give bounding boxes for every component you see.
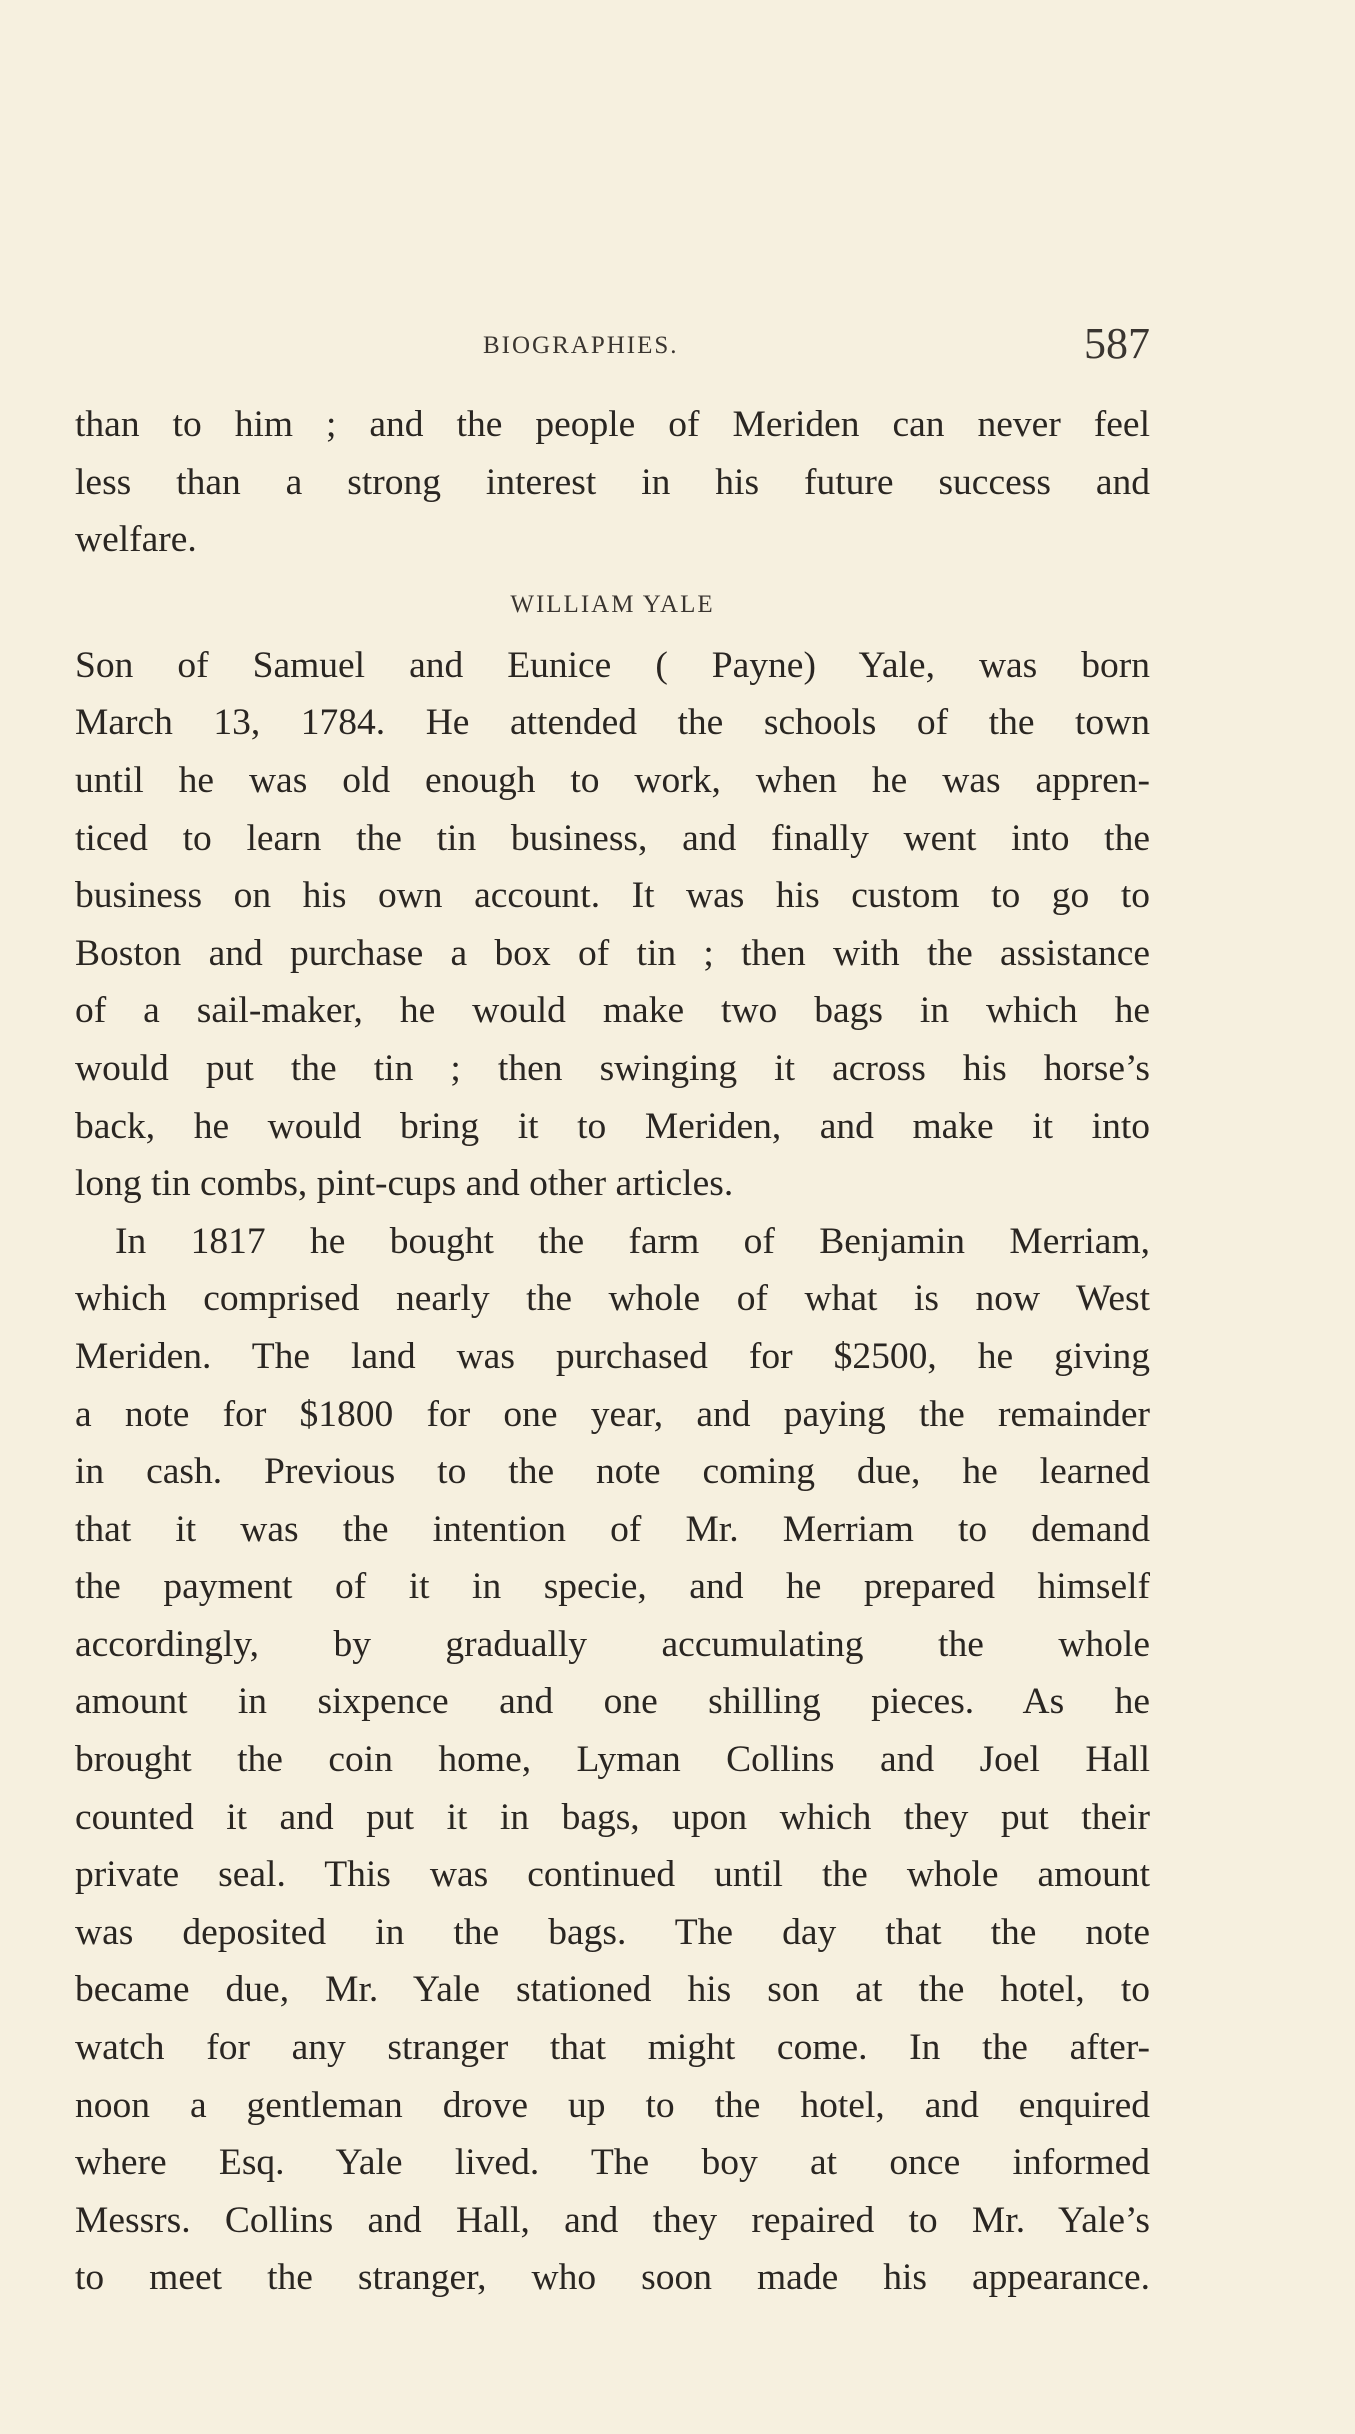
text-line: March 13, 1784. He attended the schools of the town (75, 702, 1150, 744)
text-line: private seal. This was continued until the whole amount (75, 1854, 1150, 1896)
text-line: until he was old enough to work, when he was appren- (75, 759, 1150, 801)
text-line: Meriden. The land was purchased for $2500, he giving (75, 1335, 1150, 1377)
text-line: noon a gentleman drove up to the hotel, and enquired (75, 2084, 1150, 2126)
text-line: a note for $1800 for one year, and paying the remainder (75, 1393, 1150, 1435)
text-line: would put the tin ; then swinging it across his horse’s (75, 1047, 1150, 1089)
running-head: BIOGRAPHIES. (483, 332, 679, 359)
text-line: accordingly, by gradually accumulating the whole (75, 1623, 1150, 1665)
text-line: was deposited in the bags. The day that the note (75, 1911, 1150, 1953)
text-line: where Esq. Yale lived. The boy at once informed (75, 2142, 1150, 2184)
text-line: than to him ; and the people of Meriden can never feel (75, 404, 1150, 445)
text-line: back, he would bring it to Meriden, and make it into (75, 1105, 1150, 1147)
text-line: business on his own account. It was his custom to go to (75, 875, 1150, 917)
text-line: the payment of it in specie, and he prepared himself (75, 1566, 1150, 1608)
text-line: Son of Samuel and Eunice ( Payne) Yale, was born (75, 644, 1150, 686)
paragraph-biography-intro (75, 637, 1150, 1213)
text-line: Boston and purchase a box of tin ; then with the assistance (75, 932, 1150, 974)
text-line: less than a strong interest in his future success and (75, 461, 1150, 503)
page-header (75, 318, 1150, 378)
text-line: long tin combs, pint-cups and other articles. (75, 1163, 734, 1205)
text-line: In 1817 he bought the farm of Benjamin Merriam, (115, 1220, 1150, 1262)
text-line: welfare. (75, 519, 197, 561)
text-line: brought the coin home, Lyman Collins and Joel Hall (75, 1739, 1150, 1781)
text-line: amount in sixpence and one shilling pieces. As he (75, 1681, 1150, 1723)
paragraph-continuation (75, 396, 1150, 569)
text-line: in cash. Previous to the note coming due, he learned (75, 1451, 1150, 1493)
section-heading: WILLIAM YALE (510, 590, 715, 618)
text-line: of a sail-maker, he would make two bags in which he (75, 990, 1150, 1032)
text-line: ticed to learn the tin business, and finally went into the (75, 817, 1150, 859)
page-number: 587 (1084, 319, 1150, 368)
text-line: to meet the stranger, who soon made his appearance. (75, 2257, 1150, 2299)
body-text (75, 396, 1150, 2307)
text-line: watch for any stranger that might come. In the after- (75, 2027, 1150, 2069)
paragraph-farm-purchase (75, 1213, 1150, 2307)
text-line: became due, Mr. Yale stationed his son at the hotel, to (75, 1969, 1150, 2011)
text-line: that it was the intention of Mr. Merriam to demand (75, 1508, 1150, 1550)
text-line: Messrs. Collins and Hall, and they repaired to Mr. Yale’s (75, 2199, 1150, 2241)
text-line: which comprised nearly the whole of what is now West (75, 1278, 1150, 1320)
text-line: counted it and put it in bags, upon which they put their (75, 1796, 1150, 1838)
